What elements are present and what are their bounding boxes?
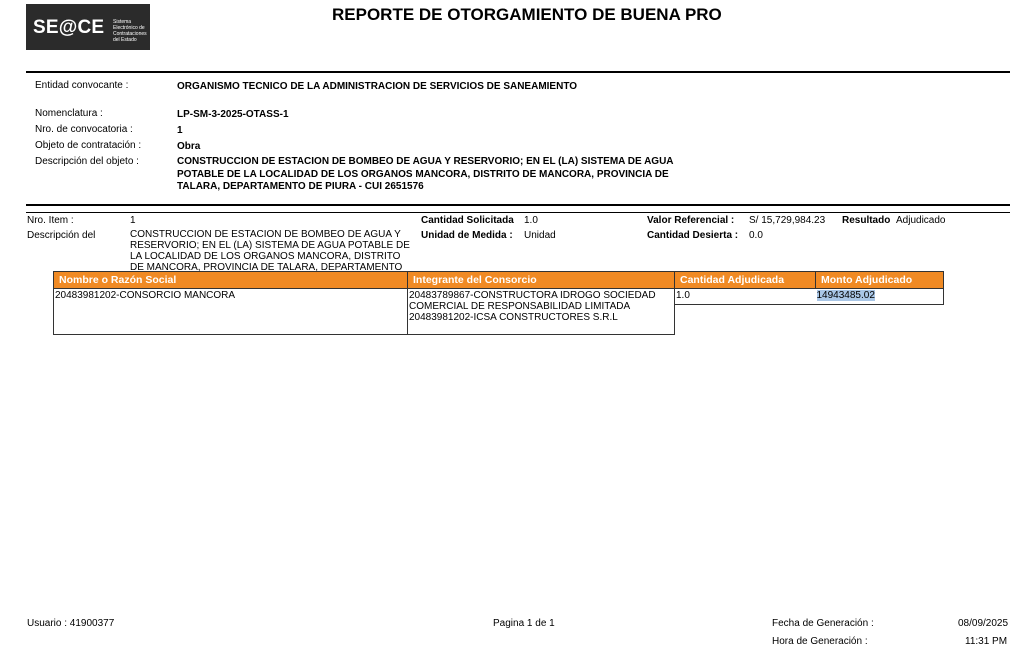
cell-integrantes[interactable] xyxy=(408,289,675,335)
descripcion-objeto-label: Descripción del objeto : xyxy=(35,156,139,167)
fecha-generacion-label: Fecha de Generación : xyxy=(772,618,874,629)
cantidad-solicitada-value: 1.0 xyxy=(524,215,538,226)
table-row xyxy=(54,289,944,335)
convocatoria-label: Nro. de convocatoria : xyxy=(35,124,133,135)
monto-selected-text: 14943485.02 xyxy=(816,290,875,301)
integrante-line: COMERCIAL DE RESPONSABILIDAD LIMITADA xyxy=(409,301,631,312)
item-descripcion-value: CONSTRUCCION DE ESTACION DE BOMBEO DE AGUA Y RESERVORIO; EN EL (LA) SISTEMA DE AGUA POTABLE DE LA LOCALIDAD DE LOS ORGANOS MANCORA, DISTRITO DE MANCORA, PROVINCIA DE TALARA, DEPARTAMENTO xyxy=(130,229,410,272)
cell-cantidad[interactable]: 1.0 xyxy=(675,289,816,305)
valor-referencial-value: S/ 15,729,984.23 xyxy=(749,215,826,226)
page-title: REPORTE DE OTORGAMIENTO DE BUENA PRO xyxy=(332,5,722,24)
cantidad-desierta-label: Cantidad Desierta : xyxy=(647,230,739,241)
integrante-line: 20483789867-CONSTRUCTORA IDROGO SOCIEDAD xyxy=(409,290,656,301)
seace-logo xyxy=(26,4,150,50)
objeto-value: Obra xyxy=(177,141,201,152)
item-divider-top xyxy=(26,204,1010,206)
cantidad-solicitada-label: Cantidad Solicitada xyxy=(421,215,514,226)
entidad-label: Entidad convocante : xyxy=(35,80,129,91)
cell-cantidad-wrap xyxy=(675,289,816,335)
valor-referencial-label: Valor Referencial : xyxy=(647,215,735,226)
item-nro-value: 1 xyxy=(130,215,136,226)
col-header-cantidad: Cantidad Adjudicada xyxy=(675,272,816,289)
resultado-value: Adjudicado xyxy=(896,215,946,226)
col-header-nombre: Nombre o Razón Social xyxy=(54,272,408,289)
convocatoria-value: 1 xyxy=(177,125,183,136)
item-nro-label: Nro. Item : xyxy=(27,215,74,226)
logo-text: SE@CE xyxy=(33,17,105,38)
table-header-row xyxy=(54,272,944,289)
unidad-medida-value: Unidad xyxy=(524,230,556,241)
item-descripcion-label: Descripción del xyxy=(27,230,96,241)
col-header-integrante: Integrante del Consorcio xyxy=(408,272,675,289)
adjudicacion-table xyxy=(53,271,944,335)
entidad-value: ORGANISMO TECNICO DE LA ADMINISTRACION DE SERVICIOS DE SANEAMIENTO xyxy=(177,81,578,92)
footer-usuario: Usuario : 41900377 xyxy=(27,618,115,629)
col-header-monto: Monto Adjudicado xyxy=(816,272,944,289)
fecha-generacion-value: 08/09/2025 xyxy=(958,618,1009,629)
item-divider-bottom xyxy=(26,212,1010,213)
footer-pagina: Pagina 1 de 1 xyxy=(493,618,555,629)
integrante-line: 20483981202-ICSA CONSTRUCTORES S.R.L xyxy=(409,312,618,323)
cell-monto[interactable] xyxy=(816,289,944,305)
nomenclatura-label: Nomenclatura : xyxy=(35,108,103,119)
header-divider xyxy=(26,71,1010,73)
objeto-label: Objeto de contratación : xyxy=(35,140,142,151)
logo-subtext: Sistema Electrónico de Contrataciones del Estado xyxy=(113,19,147,43)
resultado-label: Resultado xyxy=(842,215,891,226)
descripcion-objeto-value: CONSTRUCCION DE ESTACION DE BOMBEO DE AGUA Y RESERVORIO; EN EL (LA) SISTEMA DE AGUA POTABLE DE LA LOCALIDAD DE LOS ORGANOS MANCORA, DISTRITO DE MANCORA, PROVINCIA DE TALARA, DEPARTAMENTO DE PIURA - CUI 2651576 xyxy=(177,156,674,192)
hora-generacion-label: Hora de Generación : xyxy=(772,636,868,647)
cell-monto-wrap xyxy=(816,289,944,335)
unidad-medida-label: Unidad de Medida : xyxy=(421,230,513,241)
cell-nombre[interactable]: 20483981202-CONSORCIO MANCORA xyxy=(54,289,408,335)
nomenclatura-value: LP-SM-3-2025-OTASS-1 xyxy=(177,109,289,120)
cantidad-desierta-value: 0.0 xyxy=(749,230,763,241)
hora-generacion-value: 11:31 PM xyxy=(965,636,1008,647)
